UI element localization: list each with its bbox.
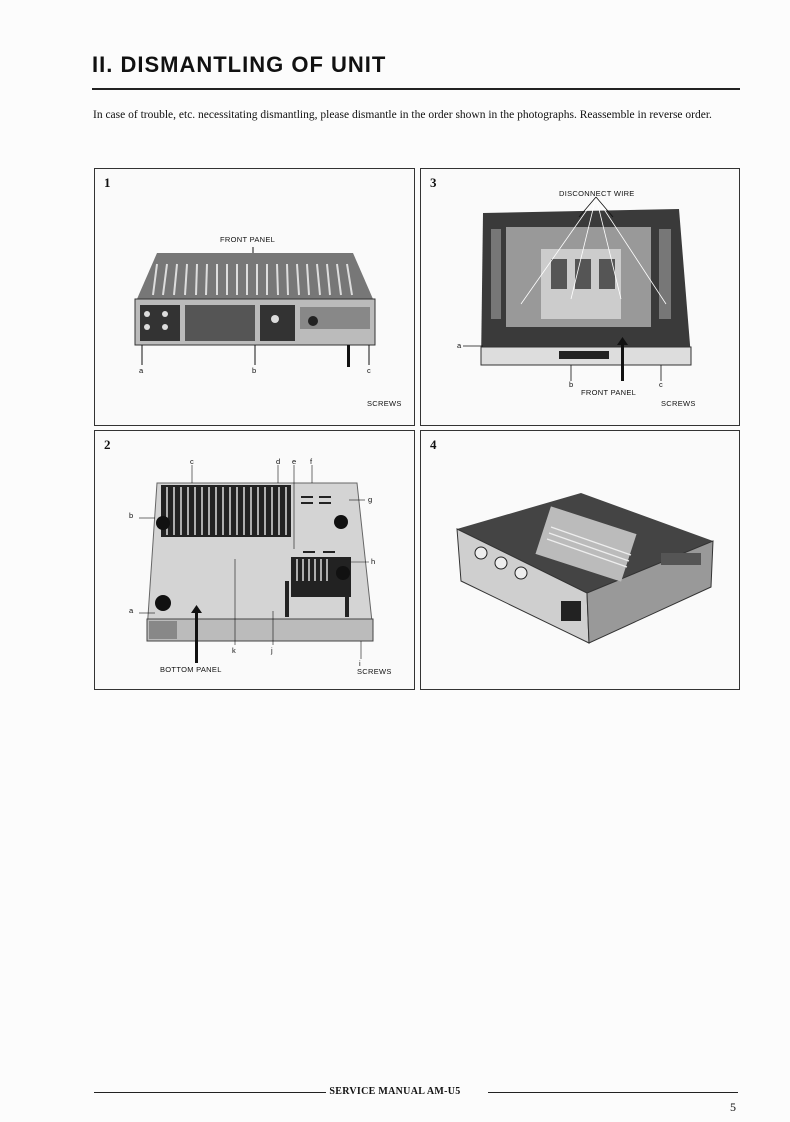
screw-label-k: k bbox=[232, 646, 237, 655]
figure-number: 3 bbox=[430, 175, 437, 190]
chassis-perspective-photo bbox=[421, 431, 739, 689]
screw-label-a: a bbox=[129, 606, 134, 615]
screw-label-a: a bbox=[139, 366, 144, 375]
figure-panel-3 bbox=[420, 168, 740, 426]
screws-label: SCREWS bbox=[661, 399, 696, 408]
screw-label-c: c bbox=[367, 366, 372, 375]
figure-number: 2 bbox=[104, 437, 111, 452]
screw-label-h: h bbox=[371, 557, 376, 566]
screws-label: SCREWS bbox=[367, 399, 402, 408]
figure-panel-1 bbox=[94, 168, 415, 426]
rear-view-photo bbox=[95, 169, 414, 425]
front-panel-label: FRONT PANEL bbox=[220, 235, 276, 244]
bottom-view-photo bbox=[95, 431, 414, 689]
front-panel-label: FRONT PANEL bbox=[581, 388, 637, 397]
screw-label-b: b bbox=[129, 511, 134, 520]
figure-panel-2 bbox=[94, 430, 415, 690]
screw-label-e: e bbox=[292, 457, 297, 466]
footer-manual-title: SERVICE MANUAL AM-U5 bbox=[326, 1086, 463, 1097]
intro-paragraph: In case of trouble, etc. necessitating dismantling, please dismantle in the order shown in the photographs. Reassemble in reverse order. bbox=[93, 109, 712, 121]
figure-number: 1 bbox=[104, 175, 111, 190]
figure-number: 4 bbox=[430, 437, 437, 452]
page-number: 5 bbox=[730, 1100, 736, 1114]
bottom-panel-label: BOTTOM PANEL bbox=[160, 665, 222, 674]
screw-label-f: f bbox=[310, 457, 313, 466]
screw-label-c: c bbox=[659, 380, 664, 389]
screw-label-i: i bbox=[359, 659, 361, 668]
screw-label-c: c bbox=[190, 457, 195, 466]
screw-label-b: b bbox=[252, 366, 257, 375]
screw-label-j: j bbox=[271, 646, 273, 655]
title-rule bbox=[92, 88, 740, 90]
screw-label-a: a bbox=[457, 341, 462, 350]
screw-label-d: d bbox=[276, 457, 281, 466]
screw-label-g: g bbox=[368, 495, 373, 504]
screw-label-b: b bbox=[569, 380, 574, 389]
section-title: II. DISMANTLING OF UNIT bbox=[92, 52, 387, 77]
screws-label: SCREWS bbox=[357, 667, 392, 676]
disconnect-wire-label: DISCONNECT WIRE bbox=[559, 189, 635, 198]
figure-panel-4 bbox=[420, 430, 740, 690]
top-internal-photo bbox=[421, 169, 739, 425]
